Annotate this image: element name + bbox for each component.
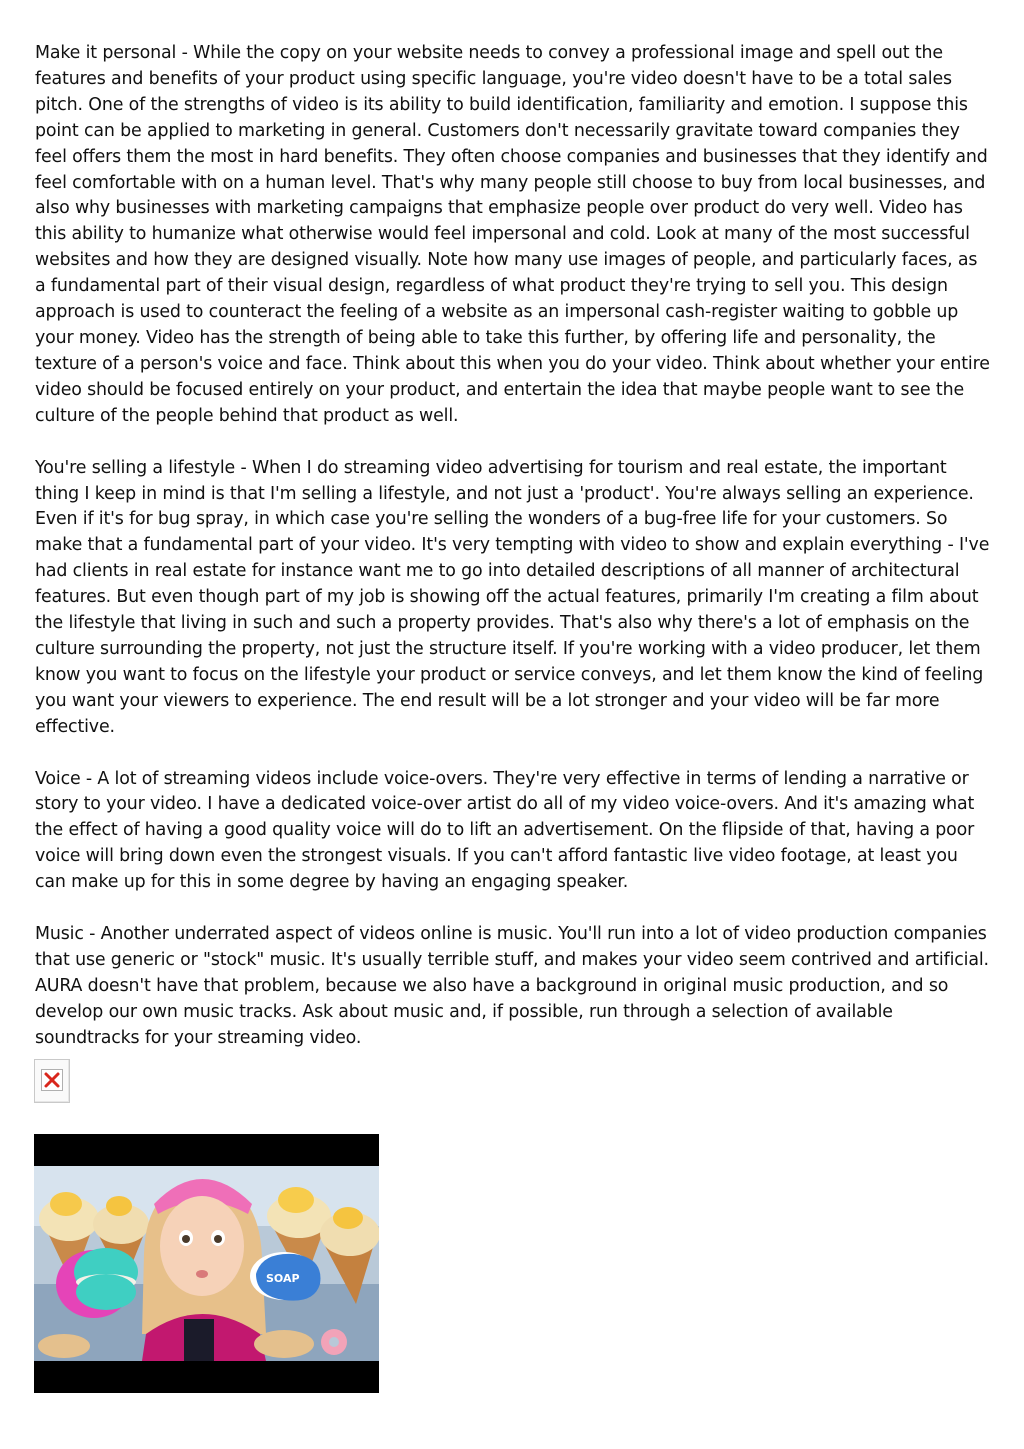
- paragraph-make-it-personal: Make it personal - While the copy on your website needs to convey a professional image and spell out the features and benefits of your product using specific language, you're video doesn't have to be a total sales pitch. One of the strengths of video is its ability to build identification, familiarity and emotion. I suppose this point can be applied to marketing in general. Customers don't necessarily gravitate toward companies they feel offers them the most in hard benefits. They often choose companies and businesses that they identify and feel comfortable with on a human level. That's why many people still choose to buy from local businesses, and also why businesses with marketing campaigns that emphasize people over product do very well. Video has this ability to humanize what otherwise would feel impersonal and cold. Look at many of the most successful websites and how they are designed visually. Note how many use images of people, and particularly faces, as a fundamental part of their visual design, regardless of what product they're trying to sell you. This design approach is used to counteract the feeling of a website as an impersonal cash-register waiting to gobble up your money. Video has the strength of being able to take this further, by offering life and personality, the texture of a person's voice and face. Think about this when you do your video. Think about whether your entire video should be focused entirely on your product, and entertain the idea that maybe people want to see the culture of the people behind that product as well.: [35, 43, 990, 426]
- video-thumbnail[interactable]: [34, 1134, 379, 1393]
- broken-image-icon: [34, 1059, 70, 1103]
- article-body: [35, 41, 991, 1078]
- soap-label: SOAP: [266, 1272, 300, 1285]
- paragraph-music: Music - Another underrated aspect of videos online is music. You'll run into a lot of video production companies that use generic or "stock" music. It's usually terrible stuff, and makes your video seem contrived and artificial. AURA doesn't have that problem, because we also have a background in original music production, and so develop our own music tracks. Ask about music and, if possible, run through a selection of available soundtracks for your streaming video.: [35, 924, 989, 1048]
- broken-image-x-icon: [41, 1069, 63, 1091]
- paragraph-selling-lifestyle: You're selling a lifestyle - When I do streaming video advertising for tourism and real estate, the important thing I keep in mind is that I'm selling a lifestyle, and not just a 'product'. You're always selling an experience. Even if it's for bug spray, in which case you're selling the wonders of a bug-free life for your customers. So make that a fundamental part of your video. It's very tempting with video to show and explain everything - I've had clients in real estate for instance want me to go into detailed descriptions of all manner of architectural features. But even though part of my job is showing off the actual features, primarily I'm creating a film about the lifestyle that living in such and such a property provides. That's also why there's a lot of emphasis on the culture surrounding the property, not just the structure itself. If you're working with a video producer, let them know you want to focus on the lifestyle your product or service conveys, and let them know the kind of feeling you want your viewers to experience. The end result will be a lot stronger and your video will be far more effective.: [35, 457, 990, 737]
- paragraph-voice: Voice - A lot of streaming videos include voice-overs. They're very effective in terms of lending a narrative or story to your video. I have a dedicated voice-over artist do all of my video voice-overs. And it's amazing what the effect of having a good quality voice will do to lift an advertisement. On the flipside of that, having a poor voice will bring down even the strongest visuals. If you can't afford fantastic live video footage, at least you can make up for this in some degree by having an engaging speaker.: [35, 768, 975, 893]
